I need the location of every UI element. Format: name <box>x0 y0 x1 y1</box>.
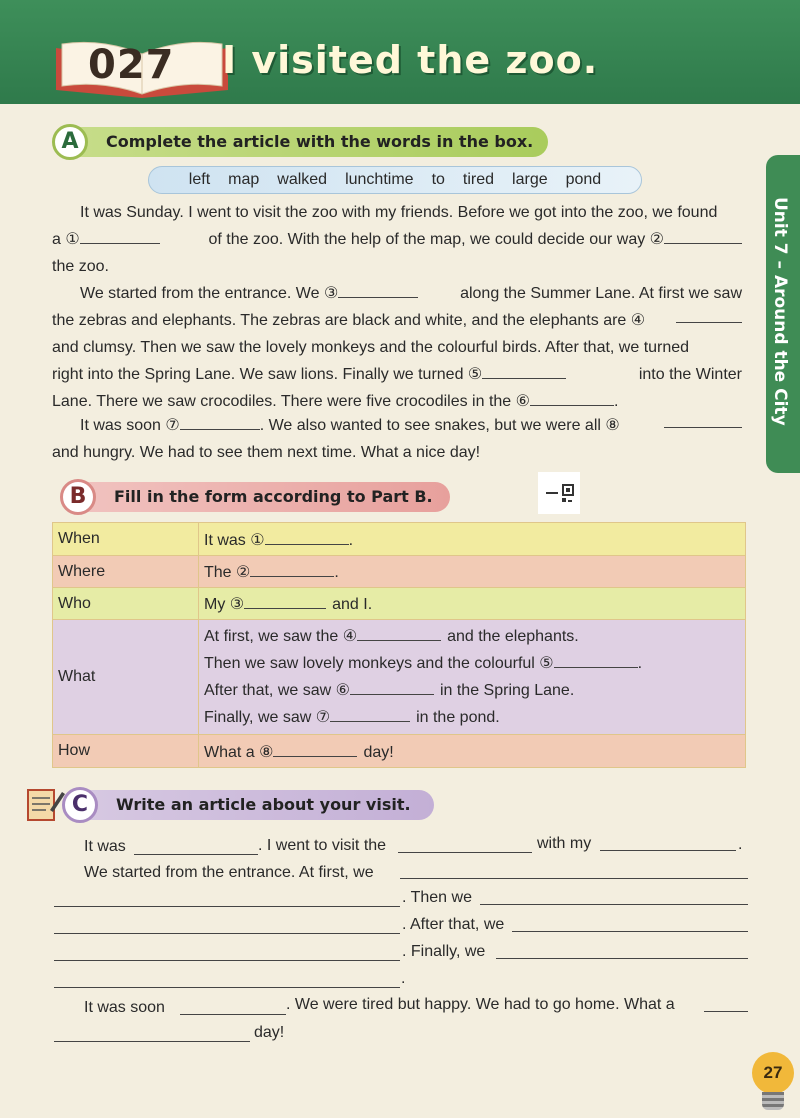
answer-blank[interactable] <box>80 228 160 244</box>
form-value <box>199 556 746 588</box>
page-header <box>0 0 800 104</box>
writing-blank[interactable] <box>496 958 748 959</box>
section-c-instruction: Write an article about your visit. <box>116 795 411 814</box>
answer-blank[interactable] <box>482 363 566 379</box>
word-item: left <box>188 171 211 188</box>
writing-blank[interactable] <box>54 960 400 961</box>
article-paragraph-2 <box>52 280 742 415</box>
page-title: I visited the zoo. <box>222 38 599 82</box>
form-key: How <box>53 735 199 768</box>
answer-blank[interactable] <box>180 414 260 430</box>
article-text: into the Winter <box>638 366 742 383</box>
article-text: It was Sunday. I went to visit the zoo with my friends. Before we got into the zoo, we found <box>80 204 718 221</box>
answer-blank[interactable] <box>530 390 614 406</box>
form-text: and I. <box>332 596 373 613</box>
word-item: pond <box>565 171 602 188</box>
form-key: Who <box>53 588 199 620</box>
section-c-banner <box>71 790 434 820</box>
word-item: map <box>228 171 260 188</box>
page-number: 27 <box>752 1052 794 1094</box>
answer-blank[interactable] <box>676 307 742 323</box>
writing-text: . <box>401 970 406 987</box>
writing-blank[interactable] <box>600 850 736 851</box>
form-text: in the pond. <box>416 709 500 726</box>
qr-code-icon[interactable] <box>538 472 580 514</box>
section-a-letter: A <box>52 124 88 160</box>
article-text: a ① <box>52 231 80 248</box>
writing-blank[interactable] <box>54 933 400 934</box>
article-text: We started from the entrance. We ③ <box>80 285 339 302</box>
form-row-where <box>53 556 746 588</box>
form-key: What <box>53 620 199 735</box>
writing-text: day! <box>254 1024 285 1041</box>
answer-blank[interactable] <box>273 741 357 757</box>
answer-blank[interactable] <box>554 652 638 668</box>
answer-blank[interactable] <box>664 412 742 428</box>
article-text: right into the Spring Lane. We saw lions. Finally we turned ⑤ <box>52 366 483 383</box>
zoo-visit-form <box>52 522 746 768</box>
writing-text: . We were tired but happy. We had to go home. What a <box>286 996 675 1013</box>
section-b-letter: B <box>60 479 96 515</box>
word-box <box>148 166 642 194</box>
form-text: It was ① <box>204 531 265 549</box>
writing-text: . After that, we <box>402 916 505 933</box>
writing-blank[interactable] <box>398 852 532 853</box>
article-text: of the zoo. With the help of the map, we could decide our way ② <box>208 231 664 248</box>
answer-blank[interactable] <box>265 529 349 545</box>
form-value <box>199 620 746 735</box>
form-text: The ② <box>204 564 251 581</box>
form-value <box>199 588 746 620</box>
section-b-banner <box>69 482 450 512</box>
writing-text: . Then we <box>402 889 472 906</box>
form-text: What a ⑧ <box>204 743 274 761</box>
answer-blank[interactable] <box>338 282 418 298</box>
answer-blank[interactable] <box>250 561 334 577</box>
writing-blank[interactable] <box>134 854 258 855</box>
writing-blank[interactable] <box>180 1014 286 1015</box>
unit-tab-label: Unit 7 – Around the City <box>770 197 790 426</box>
form-text: Finally, we saw ⑦ <box>204 709 331 726</box>
article-text: and clumsy. Then we saw the lovely monkeys and the colourful birds. After that, we turned <box>52 339 690 356</box>
writing-blank[interactable] <box>704 1011 748 1012</box>
form-key: Where <box>53 556 199 588</box>
unit-side-tab <box>766 155 800 473</box>
section-c-letter: C <box>62 787 98 823</box>
article-paragraph-1 <box>52 199 742 280</box>
form-row-when <box>53 523 746 556</box>
form-text: . <box>334 564 339 581</box>
article-text: and hungry. We had to see them next time. What a nice day! <box>52 444 481 461</box>
word-item: tired <box>462 171 495 188</box>
form-value <box>199 523 746 556</box>
writing-blank[interactable] <box>54 906 400 907</box>
word-item: large <box>512 171 548 188</box>
article-text: . We also wanted to see snakes, but we were all ⑧ <box>259 417 620 434</box>
answer-blank[interactable] <box>664 228 742 244</box>
form-value <box>199 735 746 768</box>
article-text: It was soon ⑦ <box>80 417 180 434</box>
form-text: My ③ <box>204 596 245 613</box>
form-row-what <box>53 620 746 735</box>
article-text: . <box>613 393 619 410</box>
writing-text: with my <box>537 835 592 852</box>
notepad-pencil-icon <box>26 786 66 824</box>
writing-blank[interactable] <box>54 987 400 988</box>
form-row-who <box>53 588 746 620</box>
word-item: lunchtime <box>345 171 414 188</box>
answer-blank[interactable] <box>350 679 434 695</box>
form-text: Then we saw lovely monkeys and the colourful ⑤ <box>204 655 554 672</box>
lesson-number: 027 <box>88 42 175 88</box>
writing-text: It was <box>84 838 126 855</box>
lightbulb-icon <box>762 1092 784 1110</box>
writing-text: . I went to visit the <box>258 837 387 854</box>
word-item: walked <box>277 171 328 188</box>
section-b-instruction: Fill in the form according to Part B. <box>114 487 433 506</box>
form-text: After that, we saw ⑥ <box>204 682 350 699</box>
article-paragraph-3 <box>52 412 742 466</box>
article-text: Lane. There we saw crocodiles. There were five crocodiles in the ⑥ <box>52 393 530 410</box>
article-text: the zebras and elephants. The zebras are black and white, and the elephants are ④ <box>52 312 646 329</box>
form-key: When <box>53 523 199 556</box>
article-text: the zoo. <box>52 258 109 275</box>
section-a-instruction: Complete the article with the words in the box. <box>106 132 534 151</box>
form-text: and the elephants. <box>447 628 579 645</box>
form-text: At first, we saw the ④ <box>204 628 358 645</box>
form-text: . <box>637 655 643 672</box>
answer-blank[interactable] <box>357 625 441 641</box>
writing-text: . Finally, we <box>402 943 486 960</box>
writing-blank[interactable] <box>54 1041 250 1042</box>
writing-blank[interactable] <box>512 931 748 932</box>
form-text: day! <box>363 743 394 761</box>
writing-blank[interactable] <box>400 878 748 879</box>
writing-blank[interactable] <box>480 904 748 905</box>
writing-text: . <box>738 836 743 853</box>
section-a-banner <box>61 127 548 157</box>
writing-text: It was soon <box>84 999 165 1016</box>
form-text: in the Spring Lane. <box>439 682 575 699</box>
article-text: along the Summer Lane. At first we saw <box>460 285 742 302</box>
word-item: to <box>431 171 445 188</box>
form-row-how <box>53 735 746 768</box>
writing-text: We started from the entrance. At first, we <box>84 864 374 881</box>
answer-blank[interactable] <box>244 593 326 609</box>
form-text: . <box>348 531 354 549</box>
answer-blank[interactable] <box>330 706 410 722</box>
